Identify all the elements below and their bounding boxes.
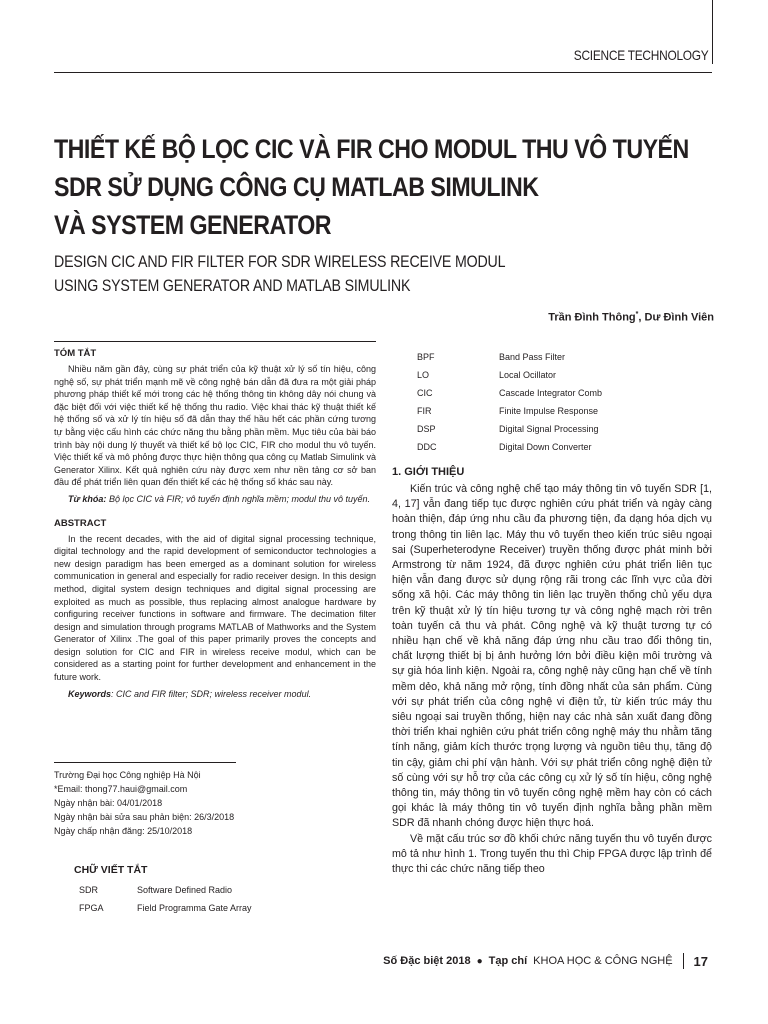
- abstract-en-text: In the recent decades, with the aid of digital signal processing technique, digital technology and the rapid development of semiconductor technologies a new design paradigm has been emerged as a dominant solution for wireless communication in general and especially for radio receiver design. In this design method, digital system design techniques and digital signal processing are exploited as much as possible, thus replacing almost analogue hardware by configuring receiver functions in software and firmware. The decimation filter design and simulation through programs MATLAB of Mathworks and the System Generator of Xilinx .The goal of this paper primarily proves the concepts and design solution for CIC and FIR in wireless receive modul, which can be considered as a starting point for further development and enhancement in the future work.: [54, 533, 376, 683]
- affiliation-line: *Email: thong77.haui@gmail.com: [54, 784, 188, 794]
- abbreviation-code: FPGA: [79, 903, 104, 913]
- page-footer: [383, 953, 708, 969]
- header-vertical-rule: [712, 0, 713, 64]
- abbreviation-row: [392, 348, 712, 366]
- keywords-vn-label: Từ khóa:: [68, 493, 107, 504]
- affiliation-line: Ngày chấp nhận đăng: 25/10/2018: [54, 826, 193, 836]
- abstract-vn-heading: TÓM TẮT: [54, 348, 97, 359]
- abbreviation-code: DSP: [417, 424, 436, 434]
- keywords-en: [54, 688, 376, 701]
- abbreviation-meaning: Local Ocillator: [499, 370, 557, 380]
- affiliation: [54, 768, 234, 838]
- header-horizontal-rule: [54, 72, 712, 73]
- keywords-vn: [54, 493, 376, 506]
- abbreviations-heading: CHỮ VIẾT TẮT: [74, 864, 148, 876]
- abbreviation-code: DDC: [417, 442, 437, 452]
- keywords-en-label: Keywords: [68, 688, 112, 699]
- author-rest: , Dư Đình Viên: [638, 311, 714, 324]
- title-english: [54, 250, 506, 298]
- author-mark: *: [635, 311, 639, 318]
- footer-separator: [683, 953, 684, 969]
- abbreviations-left-list: [79, 881, 252, 917]
- intro-paragraph: Về mặt cấu trúc sơ đồ khối chức năng tuyến thu vô tuyến được mô tả như hình 1. Trong tuyến thu thì Chip FPGA được lập trình để thực thi các chức năng tiếp theo: [392, 832, 712, 876]
- footer-bullet: ●: [476, 955, 483, 967]
- abbreviation-row: [392, 420, 712, 438]
- page-number: 17: [693, 953, 708, 969]
- keywords-vn-text: Bộ lọc CIC và FIR; vô tuyến định nghĩa mềm; modul thu vô tuyến.: [106, 493, 371, 504]
- abbreviation-code: FIR: [417, 406, 432, 416]
- intro-heading: 1. GIỚI THIỆU: [392, 466, 465, 478]
- keywords-en-text: : CIC and FIR filter; SDR; wireless receiver modul.: [111, 688, 312, 699]
- abbreviation-row: [392, 384, 712, 402]
- abbreviation-code: SDR: [79, 885, 99, 895]
- affiliation-line: Ngày nhận bài sửa sau phản biện: 26/3/2018: [54, 812, 235, 822]
- footer-issue: Số Đặc biệt 2018: [383, 955, 471, 967]
- abbreviation-code: BPF: [417, 352, 435, 362]
- affiliation-line: Trường Đại học Công nghiệp Hà Nội: [54, 770, 201, 780]
- left-column: [54, 348, 376, 700]
- abbreviation-row: [392, 366, 712, 384]
- abbreviation-row: [79, 899, 252, 917]
- abbreviation-meaning: Band Pass Filter: [499, 352, 566, 362]
- abbreviation-code: LO: [417, 370, 430, 380]
- abbreviation-code: CIC: [417, 388, 433, 398]
- abbreviation-row: [392, 402, 712, 420]
- affiliation-rule: [54, 762, 236, 763]
- abstract-vn-text: Nhiều năm gần đây, cùng sự phát triển của kỹ thuật xử lý số tín hiệu, công nghệ số, sự phát triển mạnh mẽ về công nghệ bán dẫn đã đưa ra một giải pháp phương pháp thiết kế mới trong các hệ thống thông tin không dây nói chung và đặc biệt đối với việc thiết kế hệ thống thu radio. Việc khai thác kỹ thuật thiết kế hệ thống số và xử lý tín hiệu số đã dẫn thay thế hầu hết các phần cứng tương tự bằng việc cấu hình các chức năng thu bằng phần mềm. Mục tiêu của bài báo trình bày nội dung lý thuyết và thiết kế bộ lọc CIC, FIR cho modul thu vô tuyến. Việc thiết kế và mô phỏng được thực hiện thông qua công cụ Matlab Simulink và Generator Xilinx. Kết quả nghiên cứu này được xem như nền tảng cơ sở ban đầu để phát triển liên quan đến thiết kế các hệ thống số khác sau này.: [54, 364, 376, 488]
- abbreviation-meaning: Field Programma Gate Array: [137, 903, 252, 913]
- abbreviation-meaning: Software Defined Radio: [137, 885, 233, 895]
- abbreviation-meaning: Cascade Integrator Comb: [499, 388, 603, 398]
- abbreviation-row: [79, 881, 252, 899]
- intro-paragraph: Kiến trúc và công nghệ chế tạo máy thông tin vô tuyến SDR [1, 4, 17] vẫn đang tiếp tục được nghiên cứu phát triển và ngày càng hoàn thiện, đáp ứng nhu cầu đa phương tiện, đa dạng hóa dịch vụ trong thông tin liên lạc. Máy thu vô tuyến theo kiến trúc siêu ngoại sai (Superheterodyne Receiver) truyền thống được phát minh bởi Armstrong từ năm 1924, đã được nghiên cứu phát triển liên tục hiện vẫn đang được sử dụng rộng rãi trong các lĩnh vực của đời sống xã hội. Các máy thông tin liên lạc truyền thống chủ yếu dựa trên kỹ thuật xử lý tín hiệu tương tự và công nghệ mạch rời trên toàn tuyến cả thu và phát. Công nghệ và kỹ thuật tương tự có nhiều hạn chế về khả năng đáp ứng nhu cầu trao đổi thông tin, chất lượng thiết bị bị ảnh hưởng lớn bởi điều kiện môi trường và sự già hóa linh kiện. Ngoài ra, công nghệ này cũng hạn chế về tính mềm dẻo, khả năng mở rộng, tính đồng nhất của sản phẩm. Cùng với sự phát triển của công nghệ vi điện tử, từ kiến trúc máy thu siêu ngoại sai truyền thống, hiện nay các nhà sản xuất đang đồng thời triển khai nghiên cứu phát triển công nghệ máy thu nhằm tăng tính năng, giảm kích thước trọng lượng và nguồn tiêu thụ, tăng độ tin cậy, giảm chi phí vận hành. Với sự phát triển công nghệ điện tử số cùng với sự hỗ trợ của các công cụ xử lý số tín hiệu, công nghệ thông tin, máy thông tin vô tuyến công nghệ mềm hay còn có cách gọi khác là máy thông tin vô tuyến định nghĩa bằng phần mềm SDR đã nhanh chóng được hiện thực hoá.: [392, 483, 712, 830]
- affiliation-line: Ngày nhận bài: 04/01/2018: [54, 798, 163, 808]
- title-vn-line: VÀ SYSTEM GENERATOR: [54, 210, 332, 240]
- author-first: Trần Đình Thông: [548, 311, 636, 324]
- title-vn-line: THIẾT KẾ BỘ LỌC CIC VÀ FIR CHO MODUL THU VÔ TUYẾN: [54, 134, 689, 164]
- abbreviation-meaning: Digital Signal Processing: [499, 424, 599, 434]
- section-label: SCIENCE TECHNOLOGY: [573, 47, 708, 63]
- footer-journal-name: KHOA HỌC & CÔNG NGHỆ: [533, 955, 673, 967]
- abbreviation-meaning: Finite Impulse Response: [499, 406, 599, 416]
- title-en-line: DESIGN CIC AND FIR FILTER FOR SDR WIRELESS RECEIVE MODUL: [54, 253, 506, 271]
- abbreviation-row: [392, 438, 712, 456]
- abbreviations-right-list: [392, 348, 712, 456]
- title-en-line: USING SYSTEM GENERATOR AND MATLAB SIMULINK: [54, 277, 411, 295]
- abstract-en-heading: ABSTRACT: [54, 517, 107, 529]
- authors: [548, 311, 714, 324]
- abstract-divider: [54, 341, 376, 342]
- abbreviation-meaning: Digital Down Converter: [499, 442, 592, 452]
- title-vietnamese: [54, 130, 689, 244]
- right-column: [392, 348, 712, 877]
- title-vn-line: SDR SỬ DỤNG CÔNG CỤ MATLAB SIMULINK: [54, 172, 539, 202]
- footer-journal-label: Tạp chí: [488, 955, 528, 967]
